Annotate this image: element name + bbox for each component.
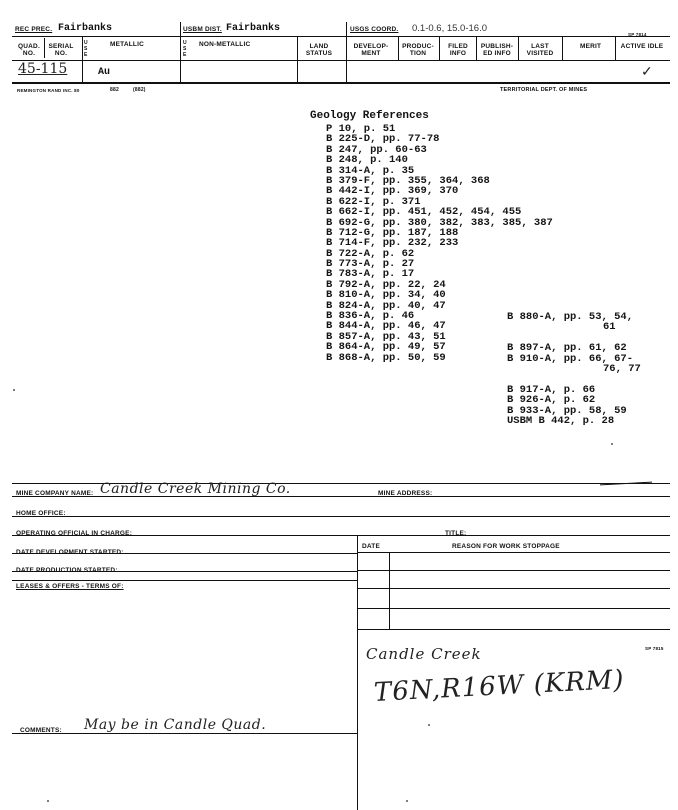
geology-reference-item: B 712-G, pp. 187, 188 [326, 226, 459, 239]
geology-reference-item: B 897-A, pp. 61, 62 [507, 342, 627, 355]
form-rule [357, 570, 670, 571]
published-info-label: PUBLISH-ED INFO [480, 43, 514, 57]
scan-speck [406, 800, 408, 802]
geology-reference-item: B 622-I, p. 371 [326, 195, 421, 208]
geology-reference-item: B 379-F, pp. 355, 364, 368 [326, 174, 490, 187]
geology-reference-item: B 792-A, pp. 22, 24 [326, 278, 446, 291]
reason-label: REASON FOR WORK STOPPAGE [452, 543, 560, 550]
printer-code-2: (882) [133, 87, 146, 93]
printer-code-1: 882 [110, 87, 119, 93]
production-label: PRODUC-TION [402, 43, 434, 57]
home-office-label: HOME OFFICE: [16, 510, 66, 517]
header-divider [615, 36, 616, 60]
date-label: DATE [362, 543, 381, 550]
non-metallic-label: NON-METALLIC [199, 41, 251, 48]
geology-reference-item: B 773-A, p. 27 [326, 258, 415, 271]
merit-label: MERIT [580, 43, 602, 50]
form-number-top: SP 7814 [628, 32, 647, 37]
usbm-dist-label: USBM DIST. [183, 26, 222, 33]
header-divider [476, 36, 477, 60]
form-rule [357, 608, 670, 609]
geology-reference-item: B 933-A, pp. 58, 59 [507, 404, 627, 417]
note-line-1: Candle Creek [366, 645, 482, 663]
form-rule [12, 580, 357, 581]
geology-reference-item: B 857-A, pp. 43, 51 [326, 330, 446, 343]
serial-no-label: SERIAL NO. [48, 43, 74, 57]
header-rule-3 [12, 82, 670, 84]
form-rule [12, 733, 357, 734]
active-idle-label: ACTIVE IDLE [620, 43, 664, 50]
metallic-label: METALLIC [110, 41, 144, 48]
header-divider [297, 36, 298, 82]
geology-reference-item: B 248, p. 140 [326, 154, 408, 167]
use-letters-nonmetallic: U S E [183, 40, 187, 58]
form-rule [357, 629, 670, 630]
geology-reference-item: B 722-A, p. 62 [326, 247, 415, 260]
mine-company-value: Candle Creek Mining Co. [100, 481, 291, 497]
mine-address-label: MINE ADDRESS: [378, 490, 433, 497]
geology-reference-item: B 824-A, pp. 40, 47 [326, 299, 446, 312]
header-divider [398, 36, 399, 60]
geology-reference-item: B 662-I, pp. 451, 452, 454, 455 [326, 206, 522, 219]
metallic-value: Au [98, 67, 111, 78]
header-divider [439, 36, 440, 60]
date-prod-started-label: DATE PRODUCTION STARTED: [16, 567, 118, 574]
geology-reference-item: B 442-I, pp. 369, 370 [326, 185, 459, 198]
geology-right-list [507, 312, 641, 426]
header-divider [346, 22, 347, 82]
printer-line: REMINGTON RAND INC. 80 [17, 88, 80, 93]
geology-reference-item: B 926-A, p. 62 [507, 394, 596, 407]
geology-title: Geology References [310, 110, 429, 122]
geology-reference-item: B 247, pp. 60-63 [326, 143, 427, 156]
geology-reference-item: B 844-A, pp. 46, 47 [326, 320, 446, 333]
geology-reference-item: 76, 77 [603, 362, 641, 375]
scan-speck [428, 724, 430, 726]
form-rule [357, 588, 670, 589]
header-divider [82, 36, 83, 82]
geology-reference-item: B 783-A, p. 17 [326, 268, 415, 281]
header-divider [518, 36, 519, 60]
header-divider [562, 36, 563, 60]
last-visited-label: LAST VISITED [526, 43, 554, 57]
usbm-dist-value: Fairbanks [226, 23, 281, 34]
comments-label: COMMENTS: [20, 727, 62, 734]
leases-label: LEASES & OFFERS - TERMS OF: [16, 583, 124, 590]
mine-company-label: MINE COMPANY NAME: [16, 490, 94, 497]
geology-reference-item: B 868-A, pp. 50, 59 [326, 351, 446, 364]
geology-reference-item: B 864-A, pp. 49, 57 [326, 341, 446, 354]
geology-reference-item: 61 [603, 321, 616, 334]
rec-prec-label: REC PREC. [15, 26, 53, 33]
geology-reference-item: B 314-A, p. 35 [326, 164, 415, 177]
date-dev-started-label: DATE DEVELOPMENT STARTED: [16, 549, 124, 556]
development-label: DEVELOP-MENT [353, 43, 389, 57]
geology-reference-item: B 810-A, pp. 34, 40 [326, 289, 446, 302]
geology-reference-item: B 692-G, pp. 380, 382, 383, 385, 387 [326, 216, 553, 229]
filed-info-label: FILED INFO [448, 43, 468, 57]
header-rule-1 [12, 36, 670, 37]
geology-reference-item: USBM B 442, p. 28 [507, 414, 615, 427]
quad-serial-value: 45-115 [18, 61, 68, 77]
geology-reference-item: B 225-D, pp. 77-78 [326, 133, 440, 146]
rec-prec-value: Fairbanks [58, 23, 113, 34]
geology-reference-item: B 714-F, pp. 232, 233 [326, 237, 459, 250]
note-line-2: T6N,R16W (KRM) [373, 664, 626, 708]
scan-speck [611, 443, 613, 445]
quad-no-label: QUAD. NO. [18, 43, 40, 57]
usgs-coord-label: USGS COORD. [350, 26, 399, 33]
geology-reference-item: P 10, p. 51 [326, 123, 396, 135]
header-divider [180, 22, 181, 82]
comments-value: May be in Candle Quad. [84, 717, 267, 733]
active-check-mark: ✓ [641, 64, 653, 80]
form-number-bottom: SP 7815 [645, 646, 664, 651]
title-label: TITLE: [445, 530, 467, 537]
use-letters-metallic: U S E [84, 40, 88, 58]
geology-reference-item: B 910-A, pp. 66, 67- [507, 352, 634, 365]
form-divider [357, 536, 358, 810]
geology-reference-item: B 917-A, p. 66 [507, 383, 596, 396]
form-divider [389, 553, 390, 629]
usgs-coord-value: 0.1-0.6, 15.0-16.0 [412, 23, 487, 34]
department-label: TERRITORIAL DEPT. OF MINES [500, 87, 588, 93]
header-divider [44, 38, 45, 58]
land-status-label: LAND STATUS [305, 43, 333, 57]
scan-speck [47, 800, 49, 802]
form-rule [12, 516, 670, 517]
geology-reference-item: B 880-A, pp. 53, 54, [507, 311, 634, 323]
scan-speck [13, 389, 15, 391]
operating-official-label: OPERATING OFFICIAL IN CHARGE: [16, 530, 133, 537]
geology-reference-item: B 836-A, p. 46 [326, 310, 415, 323]
header-rule-2 [12, 60, 670, 61]
form-rule [357, 552, 670, 553]
